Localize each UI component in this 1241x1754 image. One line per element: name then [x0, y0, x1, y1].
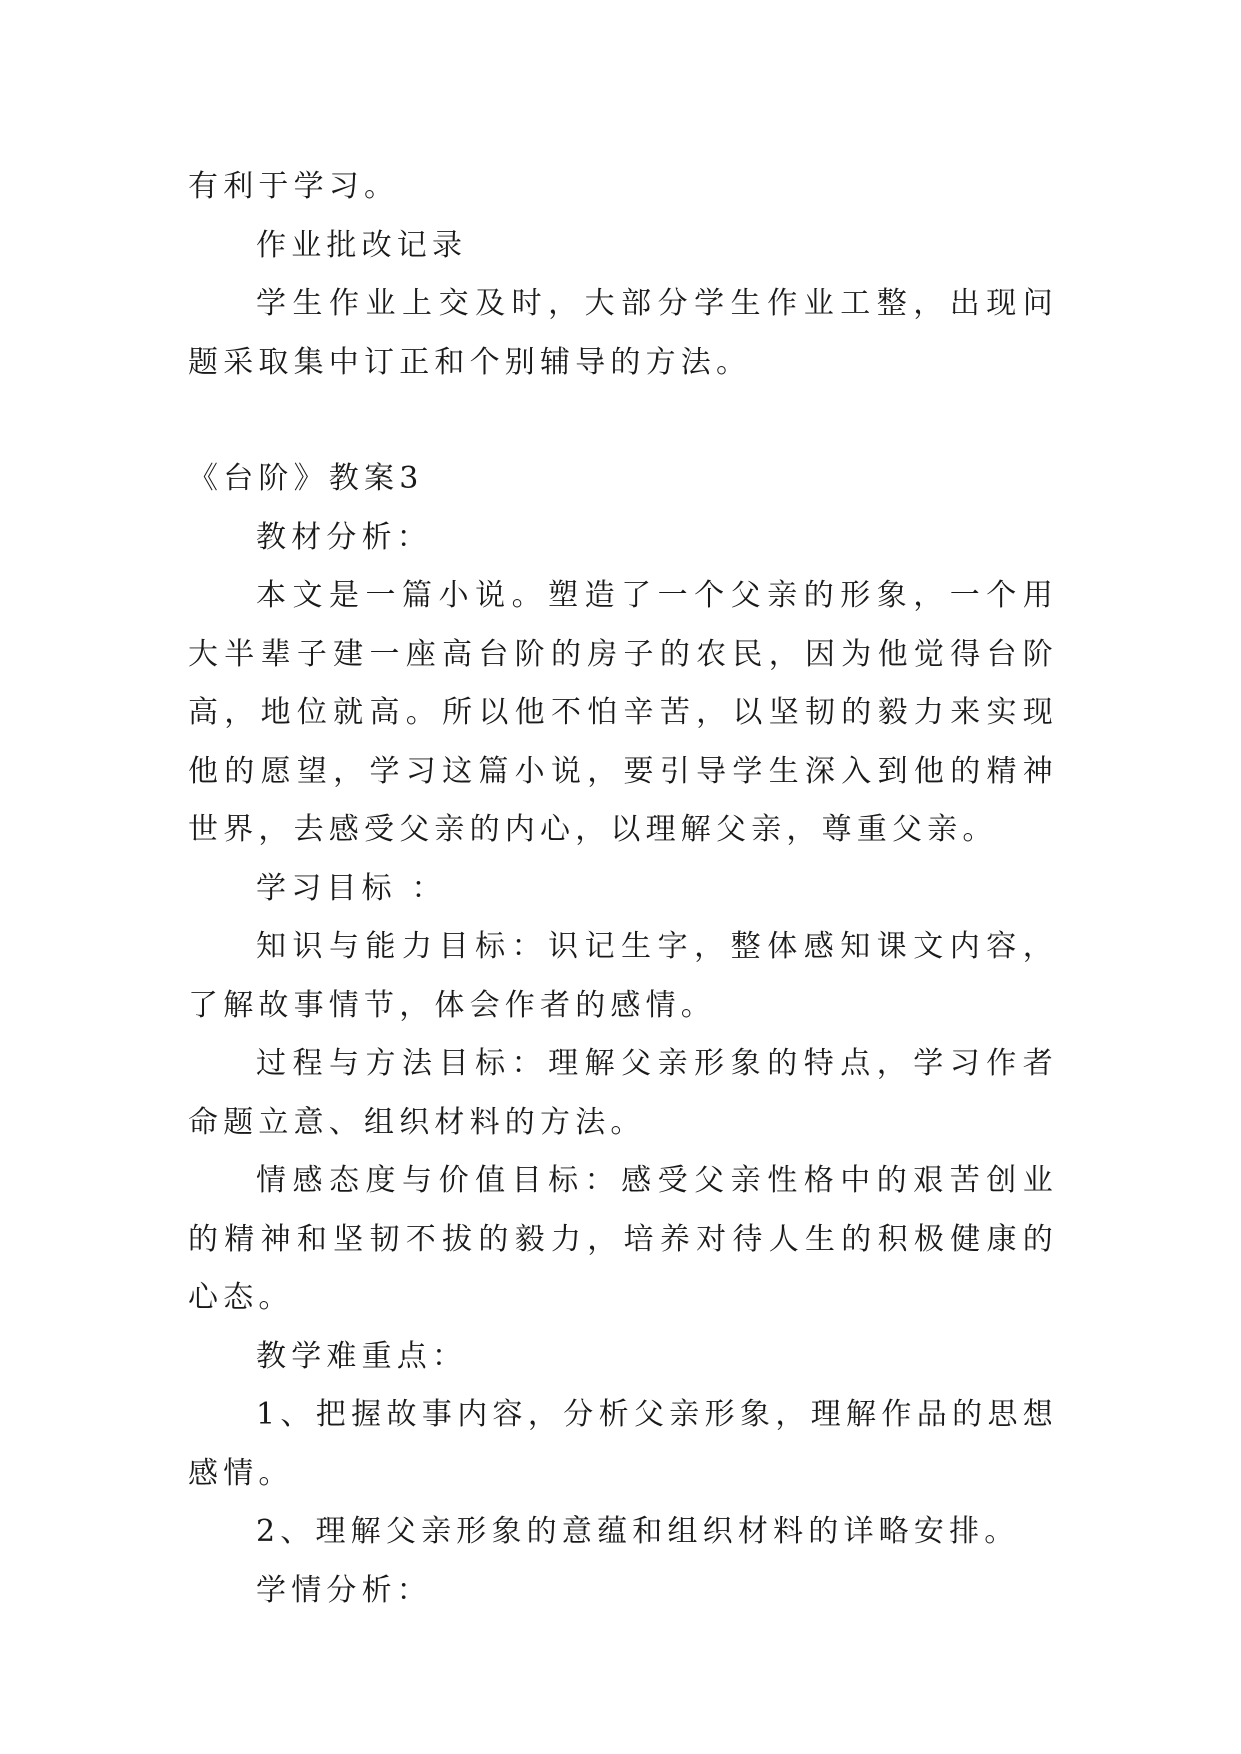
heading-key-difficulties: 教学难重点：: [256, 1338, 468, 1374]
paragraph-continuation: 有利于学习。: [188, 169, 400, 204]
list-item-difficulty-1: 1、把握故事内容，分析父亲形象，理解作品的思想感情。: [188, 1397, 1058, 1491]
paragraph-textbook-analysis: 本文是一篇小说。塑造了一个父亲的形象，一个用大半辈子建一座高台阶的房子的农民，因为他觉得台阶高，地位就高。所以他不怕辛苦，以坚韧的毅力来实现他的愿望，学习这篇小说，要引导学生深入到他的精神世界，去感受父亲的内心，以理解父亲，尊重父亲。: [188, 578, 1058, 847]
paragraph-goal-process: 过程与方法目标：理解父亲形象的特点，学习作者命题立意、组织材料的方法。: [188, 1046, 1058, 1140]
paragraph-goal-emotion: 情感态度与价值目标：感受父亲性格中的艰苦创业的精神和坚韧不拔的毅力，培养对待人生的积极健康的心态。: [188, 1163, 1058, 1315]
list-item-difficulty-2: 2、理解父亲形象的意蕴和组织材料的详略安排。: [256, 1514, 1020, 1549]
paragraph-homework: 学生作业上交及时，大部分学生作业工整，出现问题采取集中订正和个别辅导的方法。: [188, 286, 1058, 380]
paragraph-goal-knowledge: 知识与能力目标：识记生字，整体感知课文内容，了解故事情节，体会作者的感情。: [188, 929, 1058, 1023]
heading-homework-record: 作业批改记录: [256, 227, 468, 263]
document-body: [188, 158, 1058, 1620]
heading-learning-goals: 学习目标 ：: [256, 870, 447, 906]
heading-student-analysis: 学情分析：: [256, 1572, 432, 1608]
section-title: 《台阶》教案3: [188, 461, 424, 496]
heading-textbook-analysis: 教材分析：: [256, 519, 432, 555]
section-spacer: [188, 392, 1058, 450]
